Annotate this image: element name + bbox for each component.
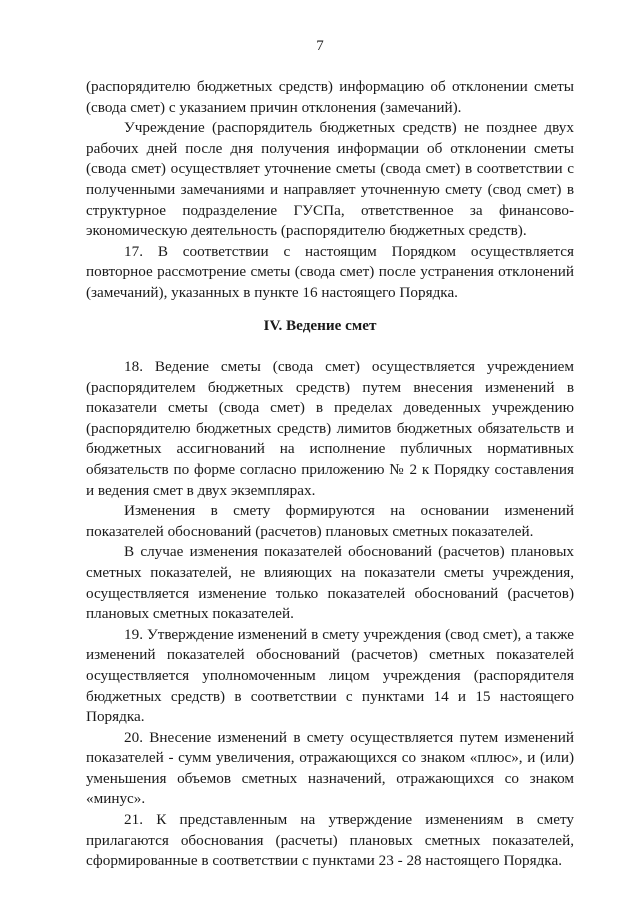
paragraph: В случае изменения показателей обоснований (расчетов) плановых сметных показателей, не влияющих на показатели сметы учреждения, осуществляется изменение только показателей обоснований (расчетов) плановых сметных показателей. bbox=[86, 543, 574, 623]
page-number: 7 bbox=[316, 38, 324, 54]
section-heading: IV. Ведение смет bbox=[263, 317, 377, 334]
paragraph: Изменения в смету формируются на основании изменений показателей обоснований (расчетов) плановых сметных показателей. bbox=[86, 502, 574, 540]
section-before-heading bbox=[86, 77, 574, 304]
paragraph: 18. Ведение сметы (свода смет) осуществляется учреждением (распорядителем бюджетных средств) путем внесения изменений в показатели сметы (свода смет) в пределах доведенных учреждению (распорядителю бюджетных средств) лимитов бюджетных обязательств и бюджетных ассигнований на исполнение публичных нормативных обязательств по форме согласно приложению № 2 к Порядку составления и ведения смет в двух экземплярах. bbox=[86, 358, 574, 499]
paragraph: Учреждение (распорядитель бюджетных средств) не позднее двух рабочих дней после дня получения информации об отклонении сметы (свода смет) осуществляет уточнение сметы (свода смет) в соответствии с полученными замечаниями и направляет уточненную смету (свод смет) в структурное подразделение ГУСПа, ответственное за финансово-экономическую деятельность (распорядителю бюджетных средств). bbox=[86, 119, 574, 240]
paragraph: (распорядителю бюджетных средств) информацию об отклонении сметы (свода смет) с указанием причин отклонения (замечаний). bbox=[86, 78, 574, 116]
section-body bbox=[86, 357, 574, 872]
paragraph: 17. В соответствии с настоящим Порядком осуществляется повторное рассмотрение сметы (свода смет) после устранения отклонений (замечаний), указанных в пункте 16 настоящего Порядка. bbox=[86, 242, 574, 301]
paragraph: 19. Утверждение изменений в смету учреждения (свод смет), а также изменений показателей обоснований (расчетов) сметных показателей осуществляется уполномоченным лицом учреждения (распорядителя бюджетных средств) в соответствии с пунктами 14 и 15 настоящего Порядка. bbox=[86, 625, 574, 726]
paragraph: 21. К представленным на утверждение изменениям в смету прилагаются обоснования (расчеты) плановых сметных показателей, сформированные в соответствии с пунктами 23 - 28 настоящего Порядка. bbox=[86, 811, 574, 870]
paragraph: 20. Внесение изменений в смету осуществляется путем изменений показателей - сумм увеличения, отражающихся со знаком «плюс», и (или) уменьшения объемов сметных назначений, отражающихся со знаком «минус». bbox=[86, 728, 574, 808]
